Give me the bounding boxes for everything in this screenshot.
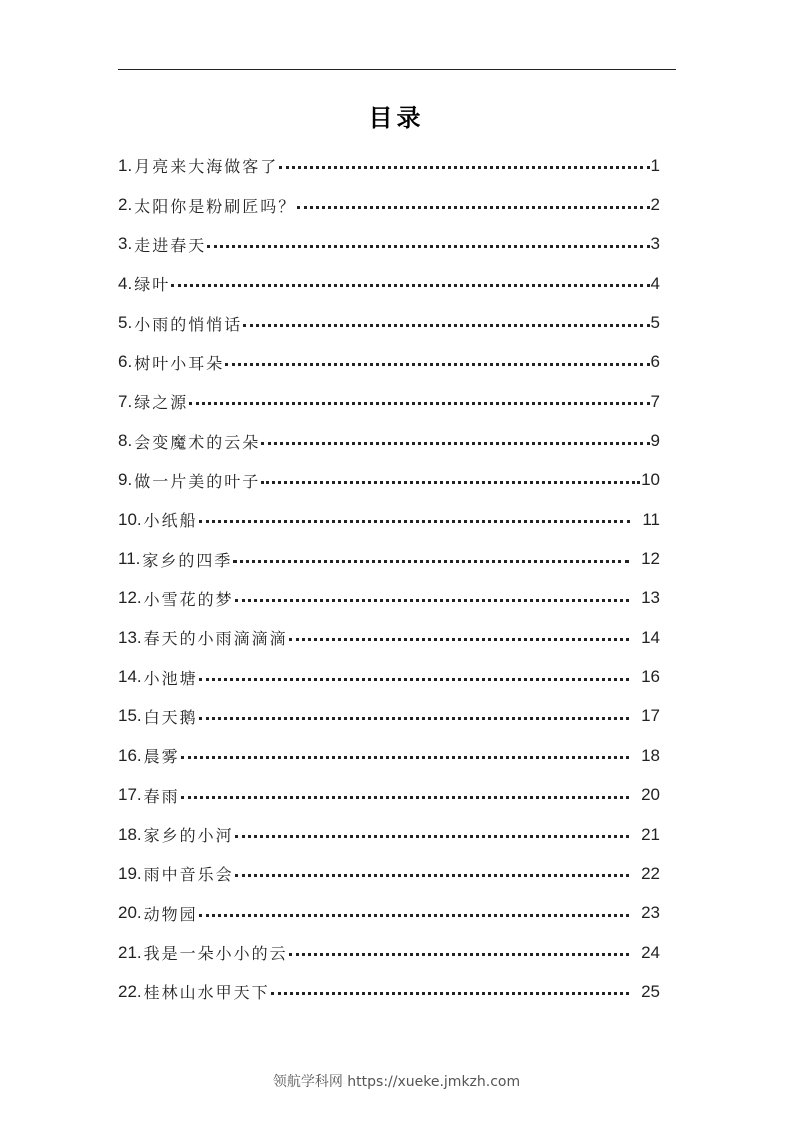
dot-leader: [261, 481, 640, 484]
toc-number: 20.: [118, 903, 142, 923]
dot-leader: [189, 402, 649, 405]
toc-entry[interactable]: [118, 894, 660, 933]
toc-label: 做一片美的叶子: [134, 471, 261, 491]
toc-entry[interactable]: [118, 303, 660, 342]
toc-page: 16: [641, 667, 660, 687]
toc-number: 17.: [118, 785, 142, 805]
toc-label: 绿叶: [134, 275, 171, 295]
dot-leader: [225, 363, 649, 366]
footer-watermark: 领航学科网 https://xueke.jmkzh.com: [272, 1074, 521, 1090]
toc-number: 10.: [118, 509, 142, 529]
toc-page: 23: [641, 903, 660, 923]
toc-page: 13: [641, 588, 660, 608]
toc-page: 12: [641, 549, 660, 569]
toc-number: 3.: [118, 234, 133, 254]
toc-label: 家乡的四季: [142, 550, 233, 570]
toc-number: 6.: [118, 352, 133, 372]
toc-number: 15.: [118, 706, 142, 726]
toc-page: 14: [641, 627, 660, 647]
toc-label: 会变魔术的云朵: [134, 432, 261, 452]
toc-page: 6: [650, 352, 660, 372]
toc-number: 4.: [118, 273, 133, 293]
dot-leader: [243, 324, 649, 327]
toc-entry[interactable]: [118, 657, 660, 696]
toc-page: 24: [641, 942, 660, 962]
toc-label: 小雪花的梦: [143, 589, 234, 609]
toc-label: 家乡的小河: [143, 826, 234, 846]
toc-page: 10: [641, 470, 660, 490]
toc-number: 11.: [118, 549, 141, 569]
toc-entry[interactable]: [118, 736, 660, 775]
toc-page: 21: [641, 824, 660, 844]
dot-leader: [235, 599, 629, 602]
toc-number: 14.: [118, 667, 142, 687]
toc-number: 1.: [118, 155, 133, 175]
toc-label: 小池塘: [143, 668, 198, 688]
toc-number: 12.: [118, 588, 142, 608]
dot-leader: [199, 717, 629, 720]
toc-entry[interactable]: [118, 185, 660, 224]
toc-entry[interactable]: [118, 421, 660, 460]
toc-page: 7: [650, 391, 660, 411]
toc-label: 春雨: [143, 786, 180, 806]
toc-number: 9.: [118, 470, 133, 490]
toc-number: 5.: [118, 313, 133, 333]
dot-leader: [199, 678, 629, 681]
toc-number: 19.: [118, 863, 142, 883]
toc-entry[interactable]: [118, 382, 660, 421]
toc-page: 25: [641, 981, 660, 1001]
toc-entry[interactable]: [118, 815, 660, 854]
toc-label: 绿之源: [134, 393, 189, 413]
toc-number: 21.: [118, 942, 142, 962]
dot-leader: [171, 284, 649, 287]
dot-leader: [279, 166, 649, 169]
toc-entry[interactable]: [118, 225, 660, 264]
toc-entry[interactable]: [118, 146, 660, 185]
dot-leader: [233, 560, 629, 563]
toc-entry[interactable]: [118, 539, 660, 578]
toc-entry[interactable]: [118, 500, 660, 539]
toc-page: 18: [641, 745, 660, 765]
toc-page: 3: [650, 234, 660, 254]
toc-number: 7.: [118, 391, 133, 411]
toc-entry[interactable]: [118, 579, 660, 618]
toc-label: 桂林山水甲天下: [143, 983, 270, 1003]
dot-leader: [199, 914, 629, 917]
dot-leader: [261, 442, 649, 445]
dot-leader: [181, 796, 629, 799]
toc-entry[interactable]: [118, 854, 660, 893]
dot-leader: [289, 638, 629, 641]
dot-leader: [199, 520, 631, 523]
toc-label: 动物园: [143, 904, 198, 924]
toc-page: 4: [650, 273, 660, 293]
dot-leader: [207, 245, 649, 248]
toc-label: 走进春天: [134, 235, 207, 255]
toc-number: 2.: [118, 195, 133, 215]
toc-entry[interactable]: [118, 618, 660, 657]
toc-label: 白天鹅: [143, 707, 198, 727]
toc-page: 11: [642, 509, 660, 529]
toc-number: 16.: [118, 745, 142, 765]
toc-label: 太阳你是粉刷匠吗？: [134, 196, 297, 216]
toc-number: 13.: [118, 627, 142, 647]
toc-label: 晨雾: [143, 747, 180, 767]
toc-entry[interactable]: [118, 264, 660, 303]
dot-leader: [297, 206, 649, 209]
toc-label: 小雨的悄悄话: [134, 314, 243, 334]
toc-entry[interactable]: [118, 933, 660, 972]
toc-page: 1: [650, 155, 660, 175]
toc-number: 22.: [118, 981, 142, 1001]
toc-label: 雨中音乐会: [143, 865, 234, 885]
toc-label: 我是一朵小小的云: [143, 944, 288, 964]
dot-leader: [235, 835, 629, 838]
dot-leader: [289, 953, 629, 956]
toc-entry[interactable]: [118, 343, 660, 382]
header-rule: [118, 69, 676, 70]
toc-label: 小纸船: [143, 511, 198, 531]
toc-page: 22: [641, 863, 660, 883]
table-of-contents: [118, 146, 660, 1012]
dot-leader: [271, 992, 629, 995]
toc-label: 月亮来大海做客了: [134, 157, 279, 177]
toc-entry[interactable]: [118, 776, 660, 815]
toc-entry[interactable]: [118, 697, 660, 736]
dot-leader: [235, 874, 629, 877]
toc-page: 17: [641, 706, 660, 726]
toc-page: 5: [650, 313, 660, 333]
toc-label: 春天的小雨滴滴滴: [143, 629, 288, 649]
toc-page: 9: [650, 431, 660, 451]
toc-number: 18.: [118, 824, 142, 844]
toc-label: 树叶小耳朵: [134, 353, 225, 373]
toc-entry[interactable]: [118, 972, 660, 1011]
toc-page: 2: [650, 195, 660, 215]
toc-number: 8.: [118, 431, 133, 451]
toc-entry[interactable]: [118, 461, 660, 500]
dot-leader: [181, 756, 629, 759]
toc-page: 20: [641, 785, 660, 805]
page-title: 目录: [368, 103, 425, 132]
